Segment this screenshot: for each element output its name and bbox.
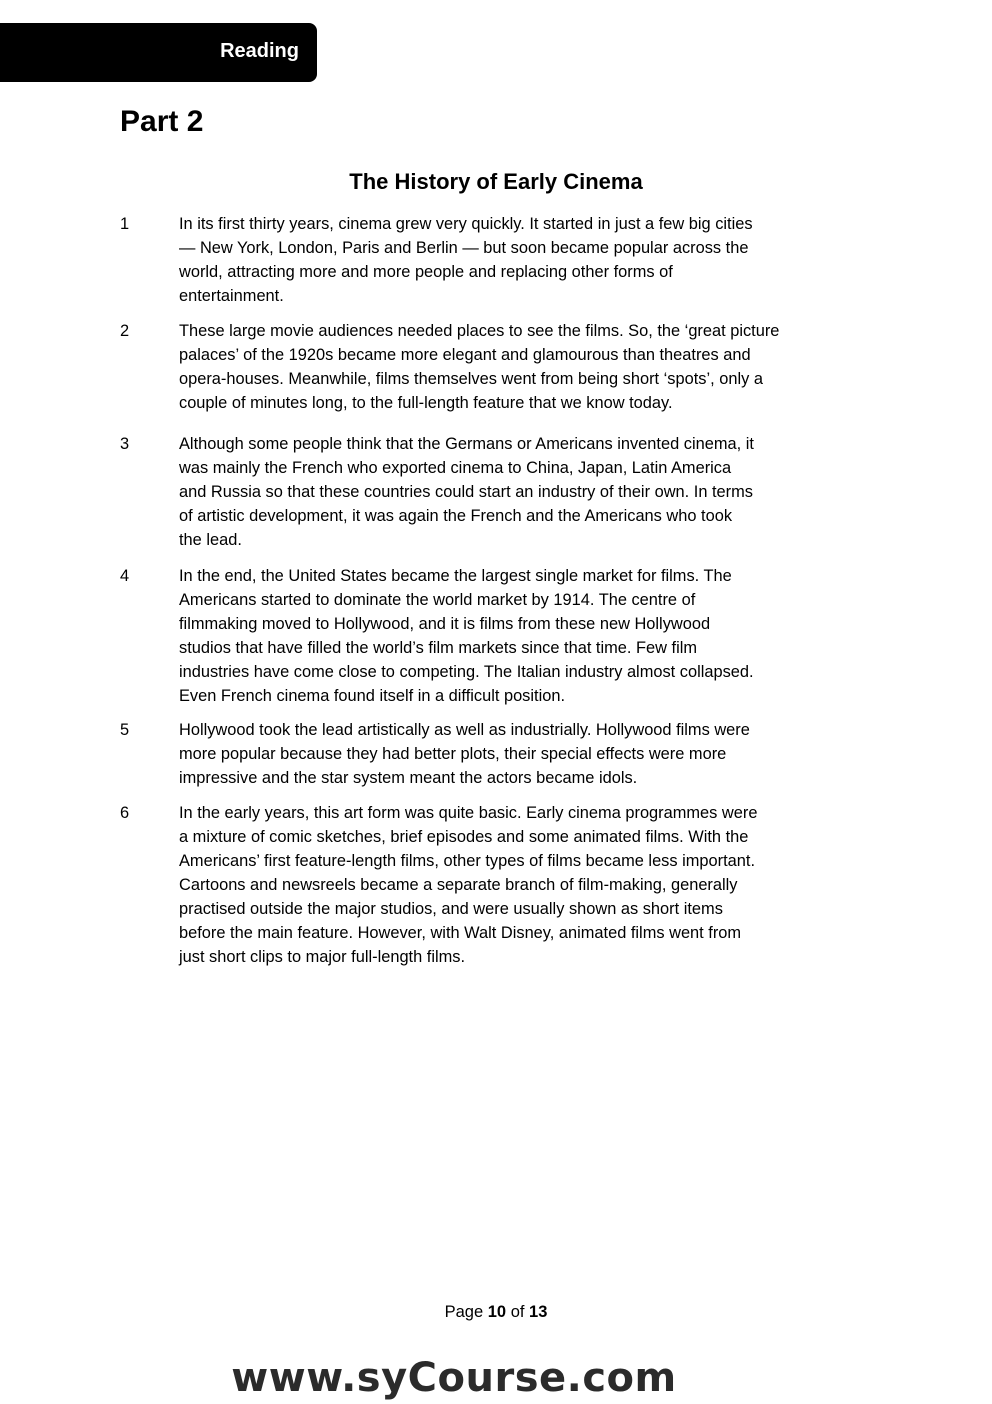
text-line: Americans started to dominate the world market by 1914. The centre of: [179, 591, 696, 609]
paragraph-6: [120, 801, 880, 969]
paragraph-number: 4: [120, 567, 130, 585]
text-line: studios that have filled the world’s film markets since that time. Few film: [179, 639, 698, 657]
paragraph-4: [120, 564, 880, 708]
text-line: world, attracting more and more people and replacing other forms of: [179, 263, 673, 281]
text-line: In the early years, this art form was quite basic. Early cinema programmes were: [179, 804, 758, 822]
paragraph-1: [120, 212, 880, 308]
paragraph-text: [179, 319, 880, 415]
page-prefix: Page: [444, 1303, 484, 1321]
text-line: the lead.: [179, 531, 242, 549]
paragraph-text: [179, 718, 880, 790]
paragraph-number: 3: [120, 435, 130, 453]
text-line: before the main feature. However, with Walt Disney, animated films went from: [179, 924, 742, 942]
text-line: Cartoons and newsreels became a separate branch of film-making, generally: [179, 876, 738, 894]
text-line: In its first thirty years, cinema grew very quickly. It started in just a few big cities: [179, 215, 753, 233]
text-line: These large movie audiences needed places to see the films. So, the ‘great picture: [179, 322, 780, 340]
text-line: In the end, the United States became the largest single market for films. The: [179, 567, 732, 585]
text-line: impressive and the star system meant the actors became idols.: [179, 769, 638, 787]
page-total: 13: [529, 1303, 548, 1321]
text-line: industries have come close to competing. The Italian industry almost collapsed.: [179, 663, 754, 681]
paragraph-2: [120, 319, 880, 415]
paragraph-text: [179, 801, 880, 969]
document-title: The History of Early Cinema: [349, 169, 643, 194]
paragraph-number: 2: [120, 322, 130, 340]
paragraph-number: 1: [120, 215, 130, 233]
paragraph-text: [179, 432, 880, 552]
text-line: — New York, London, Paris and Berlin — but soon became popular across the: [179, 239, 749, 257]
section-label: Reading: [220, 40, 299, 62]
text-line: palaces’ of the 1920s became more elegant and glamourous than theatres and: [179, 346, 751, 364]
text-line: Even French cinema found itself in a difficult position.: [179, 687, 565, 705]
text-line: Although some people think that the Germans or Americans invented cinema, it: [179, 435, 754, 453]
text-line: couple of minutes long, to the full-length feature that we know today.: [179, 394, 673, 412]
text-line: filmmaking moved to Hollywood, and it is films from these new Hollywood: [179, 615, 711, 633]
text-line: was mainly the French who exported cinema to China, Japan, Latin America: [179, 459, 732, 477]
paragraph-5: [120, 718, 880, 790]
paragraph-text: [179, 212, 880, 308]
watermark: www.syCourse.com: [231, 1355, 677, 1401]
text-line: Hollywood took the lead artistically as well as industrially. Hollywood films were: [179, 721, 750, 739]
paragraph-3: [120, 432, 880, 552]
text-line: and Russia so that these countries could start an industry of their own. In terms: [179, 483, 753, 501]
text-line: of artistic development, it was again the French and the Americans who took: [179, 507, 733, 525]
numbered-paragraphs: [120, 212, 880, 969]
page-of: of: [510, 1303, 525, 1321]
page-current: 10: [487, 1303, 507, 1321]
text-line: entertainment.: [179, 287, 284, 305]
text-line: a mixture of comic sketches, brief episodes and some animated films. With the: [179, 828, 749, 846]
paragraph-text: [179, 564, 880, 708]
text-line: opera-houses. Meanwhile, films themselves went from being short ‘spots’, only a: [179, 370, 763, 388]
paragraph-number: 5: [120, 721, 130, 739]
section-tab: [0, 23, 317, 82]
text-line: just short clips to major full-length films.: [179, 948, 466, 966]
text-line: practised outside the major studios, and were usually shown as short items: [179, 900, 723, 918]
part-heading: Part 2: [120, 105, 204, 138]
text-line: more popular because they had better plots, their special effects were more: [179, 745, 727, 763]
paragraph-number: 6: [120, 804, 130, 822]
text-line: Americans’ first feature-length films, other types of films became less important.: [179, 852, 756, 870]
page-number: [0, 1301, 992, 1323]
